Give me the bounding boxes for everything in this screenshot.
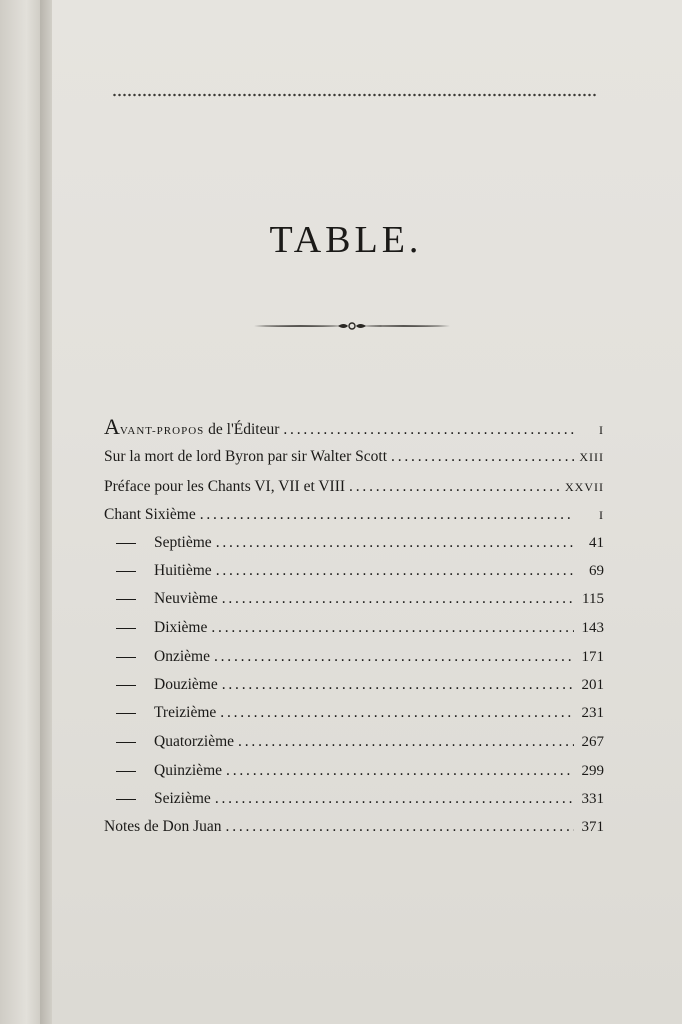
ornament-rule bbox=[252, 318, 452, 334]
toc-entry-page: XXVII bbox=[565, 480, 604, 494]
toc-entry-label: Douzième bbox=[154, 676, 218, 693]
toc-entry bbox=[104, 648, 604, 672]
toc-entry bbox=[104, 562, 604, 586]
dot-leader bbox=[226, 762, 574, 780]
toc-entry-label: Quinzième bbox=[154, 762, 223, 779]
toc-entry-label: AVANT-PROPOS de l'Éditeur bbox=[104, 414, 280, 439]
dot-leader bbox=[211, 619, 574, 637]
toc-entry-page: 371 bbox=[581, 819, 604, 835]
em-dash bbox=[104, 562, 154, 580]
toc-entry bbox=[104, 762, 604, 786]
toc-entry bbox=[104, 676, 604, 700]
toc-entry-page: 171 bbox=[581, 649, 604, 665]
toc-entry bbox=[104, 619, 604, 643]
dot-leader bbox=[226, 818, 574, 836]
toc-entry-page: 231 bbox=[581, 705, 604, 721]
em-dash bbox=[104, 648, 154, 666]
page-title: TABLE. bbox=[269, 219, 423, 261]
toc-entry-page: XIII bbox=[579, 450, 604, 464]
toc-entry-page: 267 bbox=[581, 734, 604, 750]
toc-entry-label: Chant Sixième bbox=[104, 506, 196, 523]
dot-leader bbox=[283, 421, 574, 439]
toc-entry-label: Quatorzième bbox=[154, 733, 235, 750]
dot-leader bbox=[222, 590, 574, 608]
em-dash bbox=[104, 676, 154, 694]
toc-entry-label: Septième bbox=[154, 534, 212, 551]
dot-leader bbox=[216, 562, 574, 580]
toc-entry bbox=[104, 818, 604, 842]
toc-entry bbox=[104, 534, 604, 558]
em-dash bbox=[104, 790, 154, 808]
dot-leader bbox=[216, 534, 574, 552]
em-dash bbox=[104, 590, 154, 608]
toc-entry-label: Seizième bbox=[154, 790, 211, 807]
toc-entry-page: 41 bbox=[589, 535, 604, 551]
toc-entry-page: I bbox=[599, 508, 604, 522]
toc-entry-label: Neuvième bbox=[154, 590, 218, 607]
em-dash bbox=[104, 733, 154, 751]
em-dash bbox=[104, 704, 154, 722]
toc-entry-label: Treizième bbox=[154, 704, 217, 721]
toc-entry-avant-propos bbox=[104, 414, 604, 438]
toc-entry-label: Dixième bbox=[154, 619, 208, 636]
toc-entry-label: Huitième bbox=[154, 562, 212, 579]
toc-entry bbox=[104, 590, 604, 614]
toc-entry-page: 299 bbox=[581, 763, 604, 779]
toc-entry-label: Notes de Don Juan bbox=[104, 818, 222, 835]
em-dash bbox=[104, 619, 154, 637]
top-dotted-rule bbox=[112, 92, 598, 98]
toc-entry-page: 115 bbox=[582, 591, 604, 607]
toc-entry-label: Sur la mort de lord Byron par sir Walter Scott bbox=[104, 448, 388, 465]
toc-entry bbox=[104, 704, 604, 728]
toc-entry-label: Onzième bbox=[154, 648, 210, 665]
toc-entry-page: 331 bbox=[581, 791, 604, 807]
toc-entry-page: 69 bbox=[589, 563, 604, 579]
toc-entry bbox=[104, 448, 604, 472]
toc-entry bbox=[104, 506, 604, 530]
dot-leader bbox=[391, 448, 574, 466]
toc-entry-page: 143 bbox=[581, 620, 604, 636]
toc-entry bbox=[104, 733, 604, 757]
dot-leader bbox=[349, 478, 561, 496]
em-dash bbox=[104, 534, 154, 552]
dot-leader bbox=[222, 676, 574, 694]
dot-leader bbox=[238, 733, 574, 751]
dot-leader bbox=[200, 506, 574, 524]
dot-leader bbox=[214, 648, 574, 666]
toc-entry-page: I bbox=[599, 423, 604, 437]
toc-entry bbox=[104, 478, 604, 502]
toc-entry-label: Préface pour les Chants VI, VII et VIII bbox=[104, 478, 346, 495]
toc-entry bbox=[104, 790, 604, 814]
dot-leader bbox=[215, 790, 574, 808]
facing-page-edge bbox=[0, 0, 44, 1024]
dot-leader bbox=[220, 704, 574, 722]
toc-entry-page: 201 bbox=[581, 677, 604, 693]
em-dash bbox=[104, 762, 154, 780]
